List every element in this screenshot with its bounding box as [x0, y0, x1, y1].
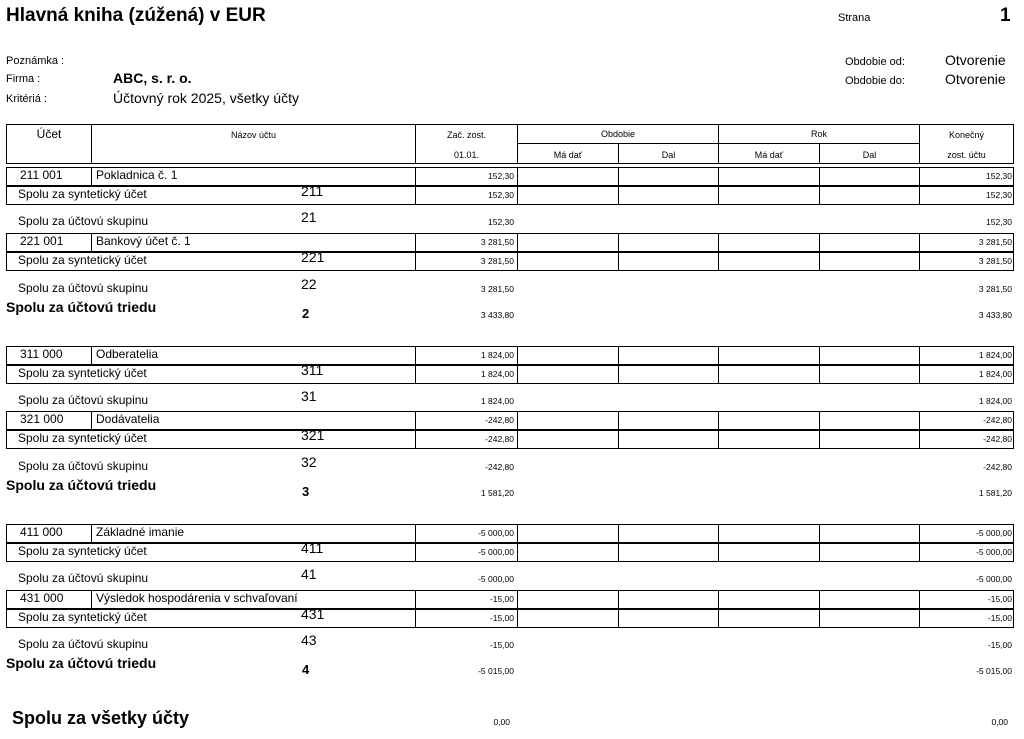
account-code: 311 000	[20, 347, 63, 361]
row-cell	[819, 167, 920, 186]
row-cell	[718, 252, 820, 271]
table-row-synthetic	[6, 362, 1014, 384]
group-label: Spolu za účtovú skupinu	[18, 637, 149, 651]
firm-label: Firma :	[6, 73, 41, 85]
grand-total-label: Spolu za všetky účty	[12, 708, 190, 728]
row-cell	[517, 252, 619, 271]
closing-balance: 3 281,50	[978, 237, 1012, 247]
row-cell	[618, 346, 719, 365]
header-closing: Konečný	[948, 130, 985, 140]
row-cell	[819, 411, 920, 430]
header-year: Rok	[810, 129, 827, 139]
group-number: 41	[301, 566, 317, 582]
opening-balance: 3 433,80	[480, 310, 514, 320]
row-cell	[517, 543, 619, 562]
row-cell	[819, 346, 920, 365]
table-row-class	[6, 300, 1014, 319]
report-title: Hlavná kniha (zúžená) v EUR	[6, 5, 266, 26]
closing-balance: -15,00	[987, 613, 1012, 623]
header-year-debit: Má dať	[754, 150, 784, 160]
table-row-class	[6, 656, 1014, 675]
period-from-value: Otvorenie	[945, 52, 1006, 68]
row-cell	[819, 365, 920, 384]
synthetic-number: 321	[301, 427, 325, 443]
class-label: Spolu za účtovú triedu	[6, 299, 157, 315]
opening-balance: -5 015,00	[478, 666, 514, 676]
header-opening: Zač. zost.	[446, 130, 486, 140]
account-name: Pokladnica č. 1	[96, 168, 178, 182]
opening-balance: 1 824,00	[480, 369, 514, 379]
row-cell	[819, 590, 920, 609]
closing-balance: 3 281,50	[978, 284, 1012, 294]
table-row-synthetic	[6, 427, 1014, 449]
opening-balance: 1 824,00	[480, 396, 514, 406]
row-cell	[718, 609, 820, 628]
note-label: Poznámka :	[6, 55, 65, 67]
row-cell	[819, 609, 920, 628]
grand-total-opening: 0,00	[493, 717, 510, 727]
row-cell	[718, 186, 820, 205]
header-year-credit: Dal	[862, 150, 877, 160]
synthetic-label: Spolu za syntetický účet	[18, 544, 147, 558]
row-cell	[718, 430, 820, 449]
row-cell	[819, 524, 920, 543]
row-cell	[618, 365, 719, 384]
period-from-label: Obdobie od:	[845, 56, 905, 68]
closing-balance: -5 000,00	[976, 528, 1012, 538]
row-cell	[618, 430, 719, 449]
opening-balance: -15,00	[489, 640, 514, 650]
table-row-group	[6, 634, 1014, 653]
closing-balance: -5 000,00	[976, 547, 1012, 557]
group-number: 31	[301, 388, 317, 404]
row-cell	[618, 590, 719, 609]
opening-balance: 3 281,50	[480, 284, 514, 294]
table-row-synthetic	[6, 183, 1014, 205]
closing-balance: 3 433,80	[978, 310, 1012, 320]
account-code: 321 000	[20, 412, 64, 426]
account-code: 221 001	[20, 234, 64, 248]
group-label: Spolu za účtovú skupinu	[18, 281, 149, 295]
synthetic-label: Spolu za syntetický účet	[18, 366, 147, 380]
account-name: Základné imanie	[96, 525, 185, 539]
header-period-debit: Má dať	[553, 150, 583, 160]
table-header	[6, 124, 1014, 164]
row-cell	[517, 186, 619, 205]
account-code: 411 000	[20, 525, 63, 539]
opening-balance: 152,30	[488, 190, 514, 200]
table-row-account	[6, 411, 1014, 430]
opening-balance: 152,30	[488, 217, 514, 227]
table-row-group	[6, 456, 1014, 475]
row-cell	[718, 346, 820, 365]
closing-balance: 1 824,00	[978, 350, 1012, 360]
row-cell	[517, 233, 619, 252]
row-cell	[517, 167, 619, 186]
opening-balance: -15,00	[489, 594, 514, 604]
row-cell	[718, 590, 820, 609]
opening-balance: 1 824,00	[480, 350, 514, 360]
closing-balance: -242,80	[983, 415, 1012, 425]
table-row-account	[6, 346, 1014, 365]
opening-balance: -5 000,00	[478, 547, 514, 557]
row-cell	[517, 365, 619, 384]
group-label: Spolu za účtovú skupinu	[18, 214, 149, 228]
synthetic-number: 211	[301, 183, 324, 199]
closing-balance: -15,00	[987, 594, 1012, 604]
table-row-group	[6, 568, 1014, 587]
account-code: 211 001	[20, 168, 63, 182]
closing-balance: 1 824,00	[978, 396, 1012, 406]
class-number: 4	[302, 662, 310, 677]
criteria-value: Účtovný rok 2025, všetky účty	[113, 90, 299, 106]
header-opening-date: 01.01.	[453, 150, 480, 160]
criteria-label: Kritériá :	[6, 93, 47, 105]
table-row-group	[6, 211, 1014, 230]
table-row-synthetic	[6, 249, 1014, 271]
row-cell	[718, 167, 820, 186]
closing-balance: -242,80	[983, 462, 1012, 472]
header-closing-2: zost. účtu	[947, 150, 986, 160]
table-row-account	[6, 524, 1014, 543]
row-cell	[618, 609, 719, 628]
opening-balance: -5 000,00	[478, 528, 514, 538]
header-period-credit: Dal	[661, 150, 676, 160]
group-number: 22	[301, 276, 317, 292]
opening-balance: -242,80	[485, 434, 514, 444]
class-number: 2	[302, 306, 310, 321]
table-row-account	[6, 233, 1014, 252]
row-cell	[517, 411, 619, 430]
table-row-class	[6, 478, 1014, 497]
page-label: Strana	[838, 12, 871, 24]
opening-balance: 3 281,50	[480, 237, 514, 247]
account-code: 431 000	[20, 591, 64, 605]
row-cell	[819, 252, 920, 271]
row-cell	[718, 233, 820, 252]
synthetic-label: Spolu za syntetický účet	[18, 253, 147, 267]
row-cell	[819, 430, 920, 449]
group-number: 43	[301, 632, 317, 648]
account-name: Výsledok hospodárenia v schvaľovaní	[96, 591, 298, 605]
account-name: Odberatelia	[96, 347, 159, 361]
row-cell	[517, 524, 619, 543]
table-row-synthetic	[6, 606, 1014, 628]
header-account: Účet	[36, 127, 62, 141]
row-cell	[517, 590, 619, 609]
row-cell	[618, 411, 719, 430]
row-cell	[718, 365, 820, 384]
opening-balance: 152,30	[488, 171, 514, 181]
synthetic-number: 411	[301, 540, 324, 556]
grand-total-closing: 0,00	[991, 717, 1008, 727]
opening-balance: -242,80	[485, 415, 514, 425]
opening-balance: -242,80	[485, 462, 514, 472]
row-cell	[819, 233, 920, 252]
row-cell	[618, 543, 719, 562]
table-row-account	[6, 590, 1014, 609]
table-row-group	[6, 278, 1014, 297]
closing-balance: 152,30	[986, 217, 1012, 227]
table-row-synthetic	[6, 540, 1014, 562]
synthetic-label: Spolu za syntetický účet	[18, 187, 147, 201]
period-to-value: Otvorenie	[945, 71, 1006, 87]
closing-balance: 1 824,00	[978, 369, 1012, 379]
closing-balance: 3 281,50	[978, 256, 1012, 266]
closing-balance: -5 000,00	[976, 574, 1012, 584]
table-row-group	[6, 390, 1014, 409]
group-label: Spolu za účtovú skupinu	[18, 571, 149, 585]
closing-balance: -242,80	[983, 434, 1012, 444]
class-label: Spolu za účtovú triedu	[6, 655, 157, 671]
period-to-label: Obdobie do:	[845, 75, 905, 87]
synthetic-number: 431	[301, 606, 325, 622]
opening-balance: -15,00	[489, 613, 514, 623]
class-label: Spolu za účtovú triedu	[6, 477, 157, 493]
row-cell	[819, 186, 920, 205]
group-label: Spolu za účtovú skupinu	[18, 393, 149, 407]
row-cell	[517, 346, 619, 365]
class-number: 3	[302, 484, 310, 499]
group-number: 32	[301, 454, 317, 470]
synthetic-number: 221	[301, 249, 325, 265]
row-cell	[718, 543, 820, 562]
group-number: 21	[301, 209, 317, 225]
account-name: Bankový účet č. 1	[96, 234, 191, 248]
synthetic-number: 311	[301, 362, 324, 378]
group-label: Spolu za účtovú skupinu	[18, 459, 149, 473]
opening-balance: 3 281,50	[480, 256, 514, 266]
header-account-name: Názov účtu	[230, 130, 277, 140]
row-cell	[618, 524, 719, 543]
synthetic-label: Spolu za syntetický účet	[18, 431, 147, 445]
closing-balance: -15,00	[987, 640, 1012, 650]
header-period: Obdobie	[600, 129, 636, 139]
row-cell	[618, 186, 719, 205]
row-cell	[718, 411, 820, 430]
row-cell	[718, 524, 820, 543]
row-cell	[517, 609, 619, 628]
closing-balance: 152,30	[986, 190, 1012, 200]
closing-balance: -5 015,00	[976, 666, 1012, 676]
firm-value: ABC, s. r. o.	[113, 70, 192, 86]
row-cell	[618, 252, 719, 271]
synthetic-label: Spolu za syntetický účet	[18, 610, 147, 624]
row-cell	[618, 233, 719, 252]
closing-balance: 1 581,20	[978, 488, 1012, 498]
row-cell	[618, 167, 719, 186]
page-number: 1	[1000, 5, 1011, 26]
opening-balance: -5 000,00	[478, 574, 514, 584]
opening-balance: 1 581,20	[480, 488, 514, 498]
closing-balance: 152,30	[986, 171, 1012, 181]
row-cell	[819, 543, 920, 562]
table-row-account	[6, 167, 1014, 186]
row-cell	[517, 430, 619, 449]
account-name: Dodávatelia	[96, 412, 160, 426]
